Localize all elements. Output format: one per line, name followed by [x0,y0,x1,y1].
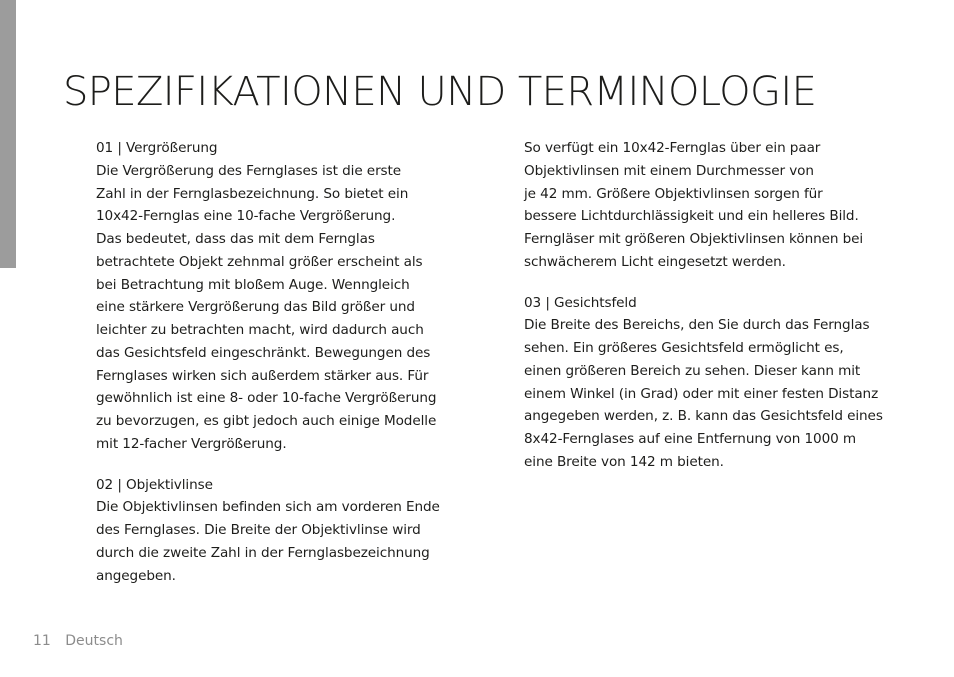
page-footer [33,633,123,649]
section-magnification [96,137,476,456]
paragraph-line: Die Objektivlinsen befinden sich am vorderen Ende [96,499,440,516]
paragraph-line: Fernglases wirken sich außerdem stärker aus. Für [96,367,429,384]
paragraph-line: gewöhnlich ist eine 8- oder 10-fache Vergrößerung [96,390,437,407]
paragraph-line: bei Betrachtung mit bloßem Auge. Wenngleich [96,276,410,293]
paragraph-line: Das bedeutet, dass das mit dem Fernglas [96,231,375,247]
language-label: Deutsch [65,633,123,649]
paragraph-line: eine stärkere Vergrößerung das Bild größer und [96,299,415,316]
paragraph-line: 8x42-Fernglases auf eine Entfernung von 1000 m [524,431,857,447]
page-title: SPEZIFIKATIONEN UND TERMINOLOGIE [63,69,817,115]
paragraph-line: Ferngläser mit größeren Objektivlinsen können bei [524,231,864,247]
paragraph-line: sehen. Ein größeres Gesichtsfeld ermöglicht es, [524,340,844,356]
left-column [96,137,476,605]
paragraph-line: Objektivlinsen mit einem Durchmesser von [524,162,814,179]
paragraph-line: Zahl in der Fernglasbezeichnung. So bietet ein [96,185,409,202]
paragraph-line: leichter zu betrachten macht, wird dadurch auch [96,322,424,338]
paragraph-line: das Gesichtsfeld eingeschränkt. Bewegungen des [96,344,431,361]
paragraph-line: einen größeren Bereich zu sehen. Dieser kann mit [524,362,861,379]
paragraph-line: eine Breite von 142 m bieten. [524,453,724,470]
paragraph-line: zu bevorzugen, es gibt jedoch auch einige Modelle [96,413,437,429]
paragraph-line: 10x42-Fernglas eine 10-fache Vergrößerung. [96,208,396,225]
paragraph-line: je 42 mm. Größere Objektivlinsen sorgen für [524,185,823,202]
paragraph-line: des Fernglases. Die Breite der Objektivlinse wird [96,522,421,538]
paragraph-line: Die Breite des Bereichs, den Sie durch das Fernglas [524,317,870,334]
paragraph-line: mit 12-facher Vergrößerung. [96,435,287,452]
section-heading: 01 | Vergrößerung [96,140,218,156]
section-heading: 02 | Objektivlinse [96,476,213,493]
page-number: 11 [33,633,51,649]
section-objective-lens [96,474,476,588]
paragraph-line: So verfügt ein 10x42-Fernglas über ein paar [524,140,821,156]
paragraph-line: schwächerem Licht eingesetzt werden. [524,253,786,270]
side-accent-bar [0,0,16,268]
right-column [524,137,924,492]
section-field-of-view [524,292,924,474]
section-heading: 03 | Gesichtsfeld [524,294,637,311]
paragraph-line: durch die zweite Zahl in der Fernglasbezeichnung [96,544,430,561]
paragraph-line: einem Winkel (in Grad) oder mit einer festen Distanz [524,385,879,402]
paragraph-line: Die Vergrößerung des Fernglases ist die erste [96,162,402,179]
paragraph-line: bessere Lichtdurchlässigkeit und ein helleres Bild. [524,208,859,225]
paragraph-line: betrachtete Objekt zehnmal größer erscheint als [96,253,423,270]
paragraph-line: angegeben werden, z. B. kann das Gesichtsfeld eines [524,408,883,425]
paragraph-line: angegeben. [96,567,176,584]
section-objective-lens-continued [524,137,924,274]
